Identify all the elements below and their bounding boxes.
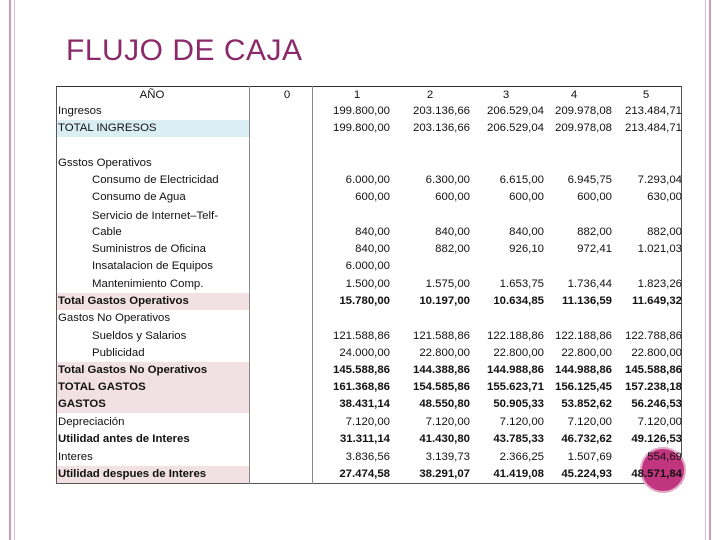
header-period-2: 2: [426, 89, 434, 101]
row-label: Total Gastos Operativos: [58, 295, 189, 307]
value-cell: 122.188,86: [486, 330, 544, 342]
table-row: [56, 449, 682, 466]
page-title: FLUJO DE CAJA: [66, 34, 303, 67]
row-label: Gsstos Operativos: [58, 157, 152, 169]
row-label: Consumo de Electricidad: [92, 174, 219, 186]
value-cell: 882,00: [435, 243, 470, 255]
value-cell: 6.615,00: [499, 174, 544, 186]
row-label: Insatalacion de Equipos: [92, 260, 213, 272]
value-cell: 48.571,84: [631, 468, 682, 480]
value-cell: 11.649,32: [631, 295, 682, 307]
table-row: [56, 103, 682, 120]
table-row: [56, 328, 682, 345]
value-cell: 144.388,86: [412, 364, 470, 376]
value-cell: 154.585,86: [412, 381, 470, 393]
row-label: Utilidad antes de Interes: [58, 433, 190, 445]
row-label: Sueldos y Salarios: [92, 330, 187, 342]
header-period-4: 4: [570, 89, 578, 101]
value-cell: 27.474,58: [339, 468, 390, 480]
total-row: [56, 379, 682, 396]
row-label: TOTAL GASTOS: [58, 381, 146, 393]
table-row: [56, 258, 682, 275]
value-cell: 122.788,86: [624, 330, 682, 342]
total-row: [56, 396, 682, 413]
value-cell: 161.368,86: [332, 381, 390, 393]
row-label: Gastos No Operativos: [58, 312, 171, 324]
table-row: [56, 276, 682, 293]
row-label: Depreciación: [58, 416, 125, 428]
value-cell: 840,00: [435, 226, 470, 238]
value-cell: 1.575,00: [425, 278, 470, 290]
row-label: Servicio de Internet–Telf-: [92, 210, 218, 222]
total-row: [56, 466, 682, 483]
value-cell: 1.653,75: [499, 278, 544, 290]
value-cell: 121.588,86: [332, 330, 390, 342]
value-cell: 53.852,62: [561, 398, 612, 410]
table-row: [56, 224, 682, 241]
table-row: [56, 208, 682, 225]
table-row: [56, 189, 682, 206]
row-label: Mantenimiento Comp.: [92, 278, 204, 290]
total-row: [56, 293, 682, 310]
value-cell: 3.139,73: [425, 451, 470, 463]
value-cell: 41.419,08: [493, 468, 544, 480]
table-row: [56, 172, 682, 189]
value-cell: 6.945,75: [567, 174, 612, 186]
value-cell: 7.120,00: [425, 416, 470, 428]
row-label: Publicidad: [92, 347, 145, 359]
row-label: TOTAL INGRESOS: [58, 122, 157, 134]
value-cell: 209.978,08: [554, 122, 612, 134]
row-label: Cable: [92, 226, 122, 238]
value-cell: 24.000,00: [339, 347, 390, 359]
value-cell: 206.529,04: [486, 105, 544, 117]
value-cell: 206.529,04: [486, 122, 544, 134]
value-cell: 882,00: [577, 226, 612, 238]
header-period-5: 5: [642, 89, 650, 101]
value-cell: 199.800,00: [332, 122, 390, 134]
value-cell: 203.136,66: [412, 122, 470, 134]
value-cell: 1.507,69: [567, 451, 612, 463]
value-cell: 38.291,07: [419, 468, 470, 480]
value-cell: 22.800,00: [631, 347, 682, 359]
value-cell: 48.550,80: [419, 398, 470, 410]
section-header-row: [56, 155, 682, 172]
value-cell: 10.634,85: [493, 295, 544, 307]
value-cell: 122.188,86: [554, 330, 612, 342]
header-period-1: 1: [353, 89, 361, 101]
row-label: Total Gastos No Operativos: [58, 364, 208, 376]
value-cell: 1.823,26: [637, 278, 682, 290]
row-label: Consumo de Agua: [92, 191, 186, 203]
value-cell: 156.125,45: [554, 381, 612, 393]
header-year-label: AÑO: [139, 89, 165, 101]
value-cell: 144.988,86: [486, 364, 544, 376]
value-cell: 2.366,25: [499, 451, 544, 463]
table-row: [56, 120, 682, 137]
value-cell: 840,00: [355, 226, 390, 238]
value-cell: 600,00: [435, 191, 470, 203]
value-cell: 41.430,80: [419, 433, 470, 445]
value-cell: 600,00: [577, 191, 612, 203]
value-cell: 49.126,53: [631, 433, 682, 445]
total-row: [56, 431, 682, 448]
value-cell: 56.246,53: [631, 398, 682, 410]
value-cell: 972,41: [577, 243, 612, 255]
value-cell: 6.300,00: [425, 174, 470, 186]
value-cell: 6.000,00: [345, 174, 390, 186]
value-cell: 22.800,00: [419, 347, 470, 359]
header-period-3: 3: [502, 89, 510, 101]
value-cell: 7.120,00: [637, 416, 682, 428]
value-cell: 1.736,44: [567, 278, 612, 290]
value-cell: 554,69: [647, 451, 682, 463]
value-cell: 15.780,00: [339, 295, 390, 307]
value-cell: 7.120,00: [567, 416, 612, 428]
table-row: [56, 345, 682, 362]
value-cell: 630,00: [647, 191, 682, 203]
value-cell: 11.136,59: [561, 295, 612, 307]
value-cell: 22.800,00: [561, 347, 612, 359]
value-cell: 199.800,00: [332, 105, 390, 117]
table-row: [56, 241, 682, 258]
row-label: Interes: [58, 451, 93, 463]
section-header-row: [56, 310, 682, 327]
total-row: [56, 362, 682, 379]
value-cell: 157.238,18: [624, 381, 682, 393]
value-cell: 882,00: [647, 226, 682, 238]
row-label: GASTOS: [58, 398, 106, 410]
value-cell: 600,00: [355, 191, 390, 203]
value-cell: 213.484,71: [624, 105, 682, 117]
value-cell: 31.311,14: [339, 433, 390, 445]
value-cell: 46.732,62: [561, 433, 612, 445]
value-cell: 7.120,00: [499, 416, 544, 428]
value-cell: 145.588,86: [624, 364, 682, 376]
value-cell: 840,00: [509, 226, 544, 238]
value-cell: 45.224,93: [561, 468, 612, 480]
value-cell: 203.136,66: [412, 105, 470, 117]
value-cell: 3.836,56: [345, 451, 390, 463]
value-cell: 7.120,00: [345, 416, 390, 428]
value-cell: 1.500,00: [345, 278, 390, 290]
value-cell: 144.988,86: [554, 364, 612, 376]
value-cell: 1.021,03: [637, 243, 682, 255]
header-period-0: 0: [283, 89, 291, 101]
value-cell: 145.588,86: [332, 364, 390, 376]
value-cell: 22.800,00: [493, 347, 544, 359]
row-label: Ingresos: [58, 105, 102, 117]
table-row: [56, 414, 682, 431]
value-cell: 209.978,08: [554, 105, 612, 117]
value-cell: 840,00: [355, 243, 390, 255]
value-cell: 10.197,00: [419, 295, 470, 307]
value-cell: 213.484,71: [624, 122, 682, 134]
value-cell: 50.905,33: [493, 398, 544, 410]
value-cell: 121.588,86: [412, 330, 470, 342]
value-cell: 6.000,00: [345, 260, 390, 272]
row-label: Suministros de Oficina: [92, 243, 206, 255]
value-cell: 926,10: [509, 243, 544, 255]
value-cell: 7.293,04: [637, 174, 682, 186]
value-cell: 600,00: [509, 191, 544, 203]
value-cell: 43.785,33: [493, 433, 544, 445]
value-cell: 38.431,14: [339, 398, 390, 410]
row-label: Utilidad despues de Interes: [58, 468, 207, 480]
value-cell: 155.623,71: [486, 381, 544, 393]
